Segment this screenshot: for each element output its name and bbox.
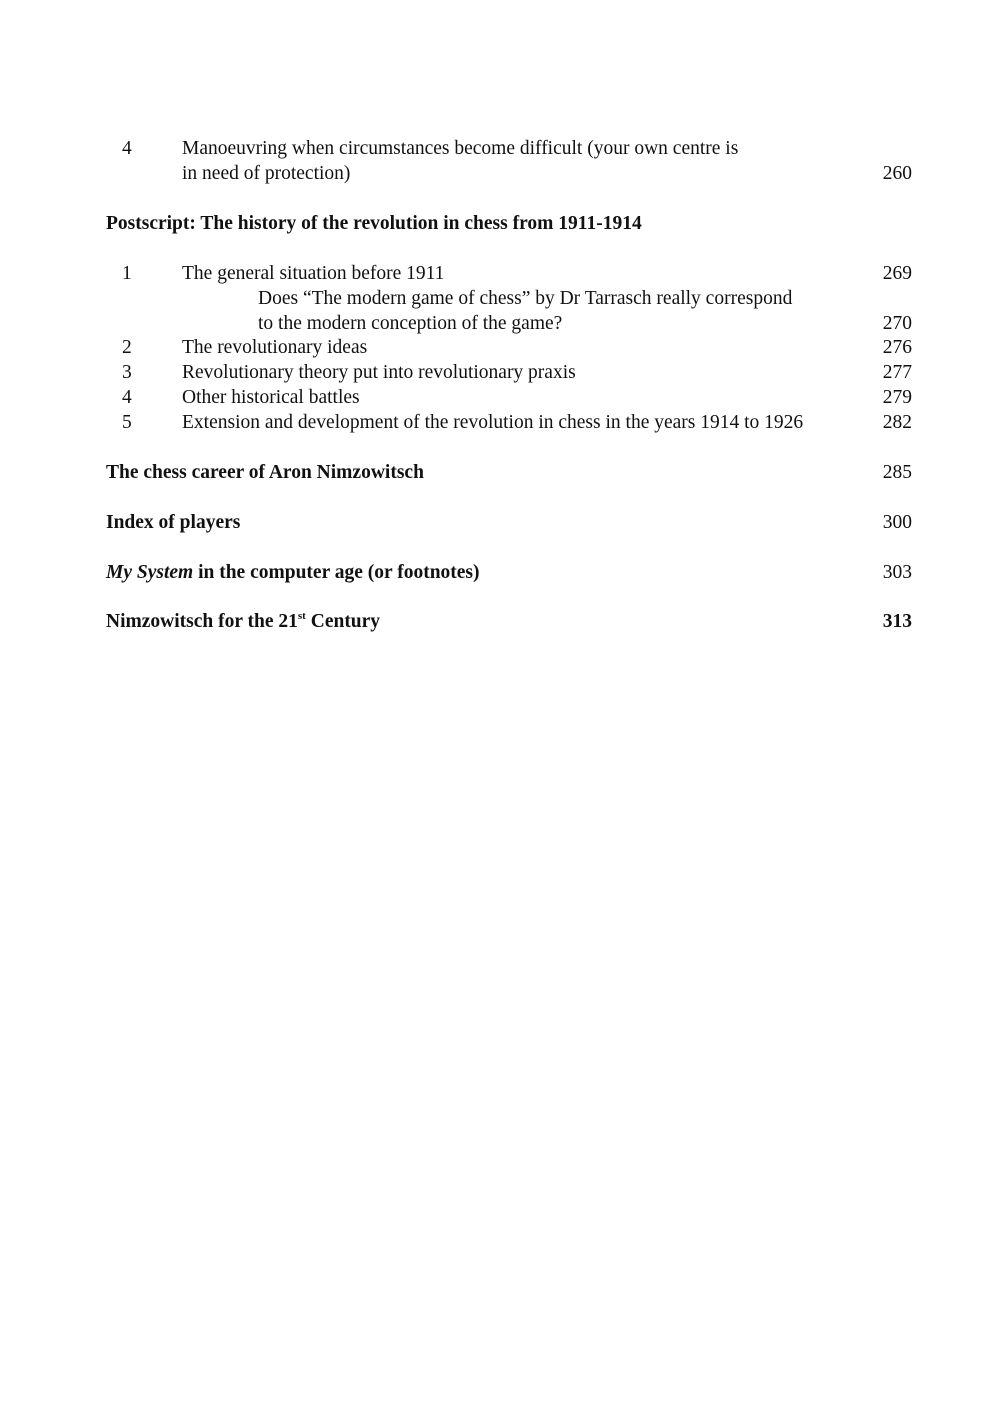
section-heading <box>106 609 380 635</box>
entry-title: Manoeuvring when circumstances become difficult (your own centre is <box>182 138 739 159</box>
entry-page-number: 303 <box>882 562 912 583</box>
toc-entry-manoeuvring-line2 <box>0 161 1000 187</box>
entry-number: 5 <box>122 412 132 433</box>
entry-page-number: 277 <box>882 362 912 383</box>
postscript-heading <box>0 211 1000 237</box>
section-heading-part1: Nimzowitsch for the 21 <box>106 611 298 632</box>
section-heading: Index of players <box>106 512 241 533</box>
entry-page-number: 269 <box>882 263 912 284</box>
toc-entry-general-situation <box>0 261 1000 287</box>
entry-title: The general situation before 1911 <box>182 263 445 284</box>
section-heading-rest: in the computer age (or footnotes) <box>193 562 480 583</box>
section-heading-part2: Century <box>305 611 381 632</box>
entry-number: 2 <box>122 337 132 358</box>
toc-entry-extension-development <box>0 410 1000 436</box>
section-heading <box>106 560 480 586</box>
toc-entry-chess-career <box>0 460 1000 486</box>
entry-title: Revolutionary theory put into revolutionary praxis <box>182 362 576 383</box>
toc-entry-computer-age <box>0 560 1000 586</box>
entry-page-number: 279 <box>882 387 912 408</box>
entry-page-number: 276 <box>882 337 912 358</box>
entry-title-continued: in need of protection) <box>182 163 351 184</box>
subentry-title: Does “The modern game of chess” by Dr Tarrasch really correspond <box>258 288 793 309</box>
entry-page-number: 260 <box>882 163 912 184</box>
toc-entry-21st-century <box>0 609 1000 635</box>
entry-number: 1 <box>122 263 132 284</box>
subentry-title-continued: to the modern conception of the game? <box>258 313 563 334</box>
toc-subentry-tarrasch-line2 <box>0 311 1000 337</box>
toc-entry-historical-battles <box>0 385 1000 411</box>
entry-number: 4 <box>122 138 132 159</box>
entry-number: 3 <box>122 362 132 383</box>
entry-title: The revolutionary ideas <box>182 337 368 358</box>
book-title: My System <box>106 562 194 583</box>
toc-entry-manoeuvring-line1 <box>0 136 1000 162</box>
toc-entry-index-of-players <box>0 510 1000 536</box>
entry-page-number: 282 <box>882 412 912 433</box>
entry-title: Other historical battles <box>182 387 360 408</box>
section-heading: The chess career of Aron Nimzowitsch <box>106 462 424 483</box>
toc-entry-revolutionary-praxis <box>0 360 1000 386</box>
section-heading: Postscript: The history of the revolution in chess from 1911-1914 <box>106 213 642 234</box>
ordinal-superscript: st <box>297 610 306 622</box>
toc-entry-revolutionary-ideas <box>0 335 1000 361</box>
entry-page-number: 285 <box>882 462 912 483</box>
subentry-page-number: 270 <box>882 313 912 334</box>
entry-page-number: 313 <box>882 611 912 632</box>
entry-page-number: 300 <box>882 512 912 533</box>
toc-subentry-tarrasch-line1 <box>0 286 1000 312</box>
entry-number: 4 <box>122 387 132 408</box>
entry-title: Extension and development of the revolution in chess in the years 1914 to 1926 <box>182 412 804 433</box>
